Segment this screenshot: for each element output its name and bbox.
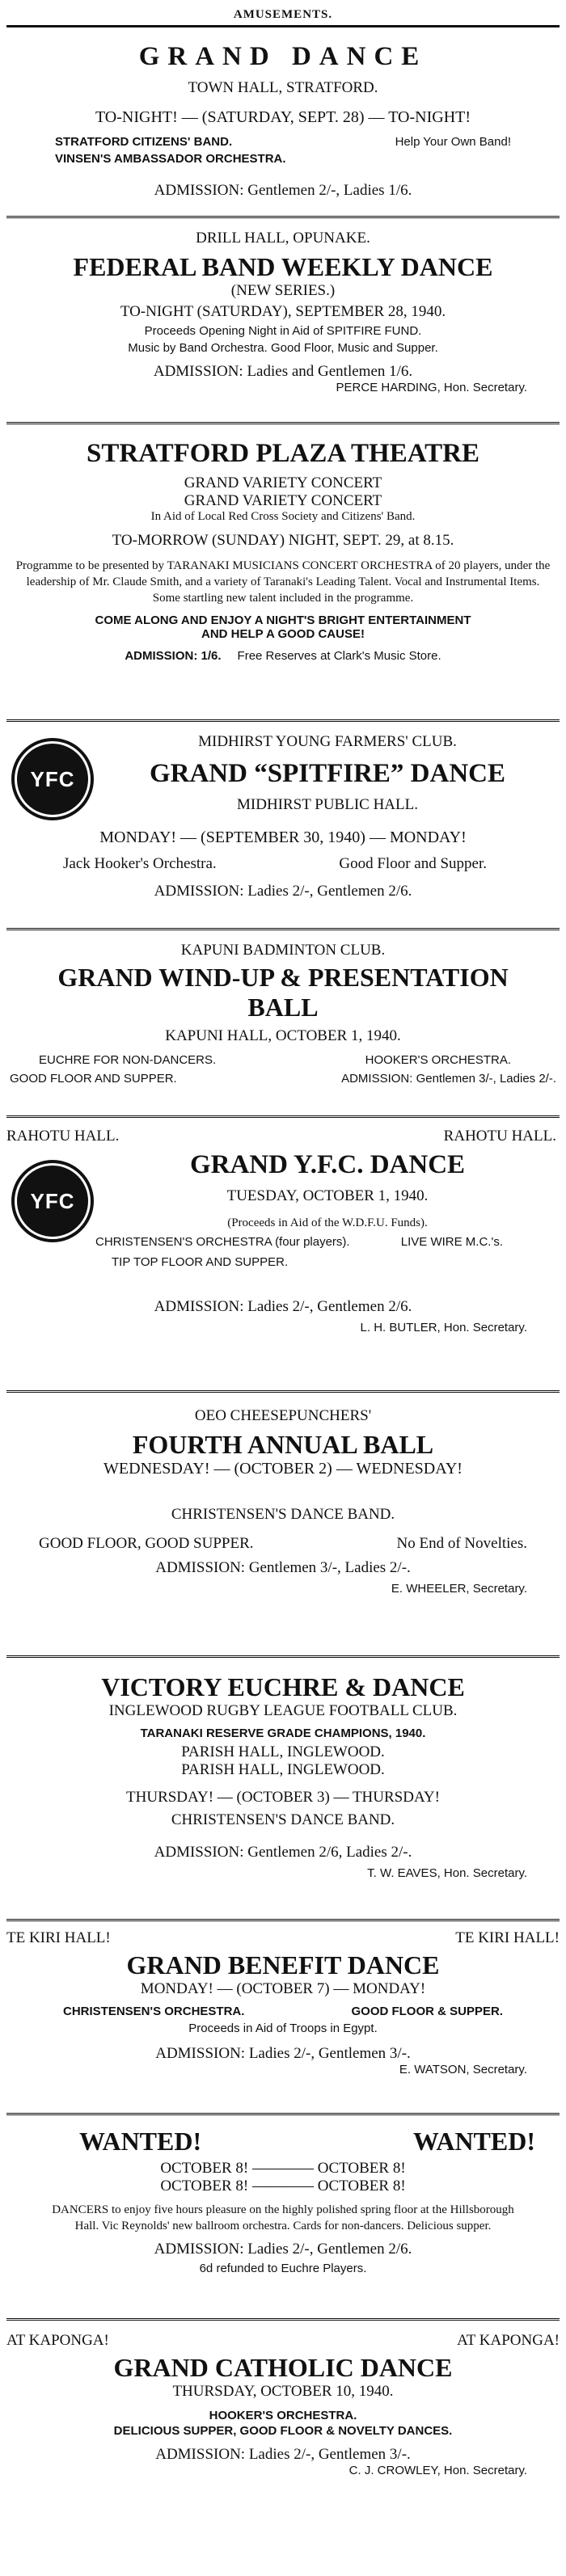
ad-orchestra: HOOKER'S ORCHESTRA. xyxy=(365,1052,511,1067)
ad-date: THURSDAY! — (OCTOBER 3) — THURSDAY! xyxy=(126,1788,440,1806)
ad-music: Music by Band Orchestra. Good Floor, Music and Supper. xyxy=(128,340,438,355)
ad-programme: Programme to be presented by TARANAKI MUSICIANS CONCERT ORCHESTRA of 20 players, under the leadership of Mr. Claude Smith, and a variety of Taranaki's Leading Talent. Vocal and Instrumental Items. Some startling new talent included in the programme. xyxy=(15,559,551,605)
ad-secretary: C. J. CROWLEY, Hon. Secretary. xyxy=(348,2463,527,2477)
ad-place-right: RAHOTU HALL. xyxy=(443,1128,556,1145)
ad-grand-benefit-dance xyxy=(6,1921,560,2115)
ad-date-line-2: OCTOBER 8! ———— OCTOBER 8! xyxy=(160,2177,406,2194)
ad-body: DANCERS to enjoy five hours pleasure on the highly polished spring floor at the Hillsborough Hall. Vic Reynolds' new ballroom orchestra. Cards for non-dancers. Delicious supper. xyxy=(52,2203,514,2233)
ad-orch-row xyxy=(63,855,487,873)
ad-grand-dance-stratford xyxy=(6,27,560,218)
ad-reserves: Free Reserves at Clark's Music Store. xyxy=(237,648,441,663)
ad-place-left: AT KAPONGA! xyxy=(6,2332,109,2349)
ad-secretary: PERCE HARDING, Hon. Secretary. xyxy=(336,380,527,394)
ad-proceeds: Proceeds Opening Night in Aid of SPITFIRE FUND. xyxy=(144,323,422,338)
ad-details-row-1 xyxy=(39,1053,511,1067)
ad-supper: DELICIOUS SUPPER, GOOD FLOOR & NOVELTY DANCES. xyxy=(113,2423,453,2438)
ad-secretary: E. WHEELER, Secretary. xyxy=(391,1581,527,1596)
ad-title-line-1: GRAND WIND-UP & PRESENTATION xyxy=(57,963,509,992)
ad-date: TO-NIGHT! — (SATURDAY, SEPT. 28) — TO-NIGHT! xyxy=(95,108,471,127)
ad-date: MONDAY! — (OCTOBER 7) — MONDAY! xyxy=(140,1979,426,1997)
ad-orch-row xyxy=(63,2005,503,2018)
ad-club: OEO CHEESEPUNCHERS' xyxy=(194,1407,372,1424)
ad-date: KAPUNI HALL, OCTOBER 1, 1940. xyxy=(165,1027,401,1044)
ad-place-row xyxy=(6,2332,560,2350)
ad-proceeds: Proceeds in Aid of Troops in Egypt. xyxy=(188,2021,378,2035)
ad-title: GRAND DANCE xyxy=(138,42,428,71)
ad-title: GRAND Y.F.C. DANCE xyxy=(189,1150,466,1179)
ad-kapuni-ball xyxy=(6,930,560,1118)
ad-band: STRATFORD CITIZENS' BAND. xyxy=(55,135,233,150)
ad-orchestra: HOOKER'S ORCHESTRA. xyxy=(209,2408,357,2422)
ad-wanted-right: WANTED! xyxy=(412,2127,535,2156)
ad-club: INGLEWOOD RUGBY LEAGUE FOOTBALL CLUB. xyxy=(108,1701,458,1719)
ad-floor-row xyxy=(39,1535,527,1553)
ad-band: CHRISTENSEN'S DANCE BAND. xyxy=(171,1811,395,1828)
ad-band-row xyxy=(55,135,511,149)
ad-club: MIDHIRST YOUNG FARMERS' CLUB. xyxy=(198,733,457,750)
ad-plaza-theatre-concert xyxy=(6,424,560,722)
ad-wanted-left: WANTED! xyxy=(79,2127,202,2156)
ad-admission: ADMISSION: 1/6. xyxy=(125,648,222,663)
ad-grand-catholic-dance xyxy=(6,2321,560,2526)
ad-date: THURSDAY, OCTOBER 10, 1940. xyxy=(172,2382,394,2400)
ad-date: TO-MORROW (SUNDAY) NIGHT, SEPT. 29, at 8.15. xyxy=(112,531,454,549)
ad-euchre: EUCHRE FOR NON-DANCERS. xyxy=(39,1052,217,1067)
ad-champions: TARANAKI RESERVE GRADE CHAMPIONS, 1940. xyxy=(140,1726,426,1740)
yfc-logo xyxy=(11,1160,94,1242)
ad-secretary: T. W. EAVES, Hon. Secretary. xyxy=(367,1866,527,1880)
ad-mcs: LIVE WIRE M.C.'s. xyxy=(400,1234,503,1249)
ad-title: VICTORY EUCHRE & DANCE xyxy=(101,1672,465,1701)
ad-orchestra: CHRISTENSEN'S ORCHESTRA (four players). xyxy=(95,1234,350,1249)
ad-concert-line-2: GRAND VARIETY CONCERT xyxy=(184,491,382,509)
ad-orchestra: CHRISTENSEN'S ORCHESTRA. xyxy=(63,2004,245,2018)
ad-date: WEDNESDAY! — (OCTOBER 2) — WEDNESDAY! xyxy=(103,1459,463,1478)
ad-title: FOURTH ANNUAL BALL xyxy=(132,1430,434,1459)
yfc-logo xyxy=(11,738,94,820)
ad-admission: ADMISSION: Ladies 2/-, Gentlemen 2/6. xyxy=(154,882,412,900)
ad-series: (NEW SERIES.) xyxy=(230,281,336,299)
ad-refund: 6d refunded to Euchre Players. xyxy=(199,2262,367,2276)
ad-come-along: COME ALONG AND ENJOY A NIGHT'S BRIGHT ENTERTAINMENT xyxy=(95,613,471,627)
ad-band: CHRISTENSEN'S DANCE BAND. xyxy=(171,1505,395,1523)
ad-details-row-2 xyxy=(10,1072,556,1086)
ad-hall-line-1: PARISH HALL, INGLEWOOD. xyxy=(181,1743,385,1760)
ad-floor: GOOD FLOOR & SUPPER. xyxy=(351,2004,503,2018)
ad-proceeds: (Proceeds in Aid of the W.D.F.U. Funds). xyxy=(227,1216,428,1229)
ad-place-right: TE KIRI HALL! xyxy=(455,1929,560,1946)
ad-admission: ADMISSION: Ladies 2/-, Gentlemen 2/6. xyxy=(154,2241,412,2258)
ad-place-row xyxy=(6,1929,560,1947)
ad-venue: TOWN HALL, STRATFORD. xyxy=(188,79,378,97)
ad-place-right: AT KAPONGA! xyxy=(457,2332,560,2349)
ad-aid: In Aid of Local Red Cross Society and Citizens' Band. xyxy=(150,509,416,523)
ad-admission-row xyxy=(55,649,511,663)
ad-orch-row xyxy=(95,1235,503,1249)
ad-federal-band-dance xyxy=(6,218,560,424)
ad-place-left: TE KIRI HALL! xyxy=(6,1929,111,1946)
ad-admission: ADMISSION: Ladies 2/-, Gentlemen 3/-. xyxy=(155,2044,411,2062)
ad-admission: ADMISSION: Ladies 2/-, Gentlemen 2/6. xyxy=(154,1297,412,1315)
yfc-logo-text: YFC xyxy=(15,741,91,817)
ad-date: MONDAY! — (SEPTEMBER 30, 1940) — MONDAY! xyxy=(99,828,467,846)
ad-title: STRATFORD PLAZA THEATRE xyxy=(87,439,479,468)
ad-admission: ADMISSION: Gentlemen 2/-, Ladies 1/6. xyxy=(154,182,412,200)
ad-floor: TIP TOP FLOOR AND SUPPER. xyxy=(112,1254,289,1269)
section-heading: AMUSEMENTS. xyxy=(233,8,333,21)
ad-date: TO-NIGHT (SATURDAY), SEPTEMBER 28, 1940. xyxy=(120,302,446,320)
ad-wanted-row xyxy=(79,2127,535,2157)
ad-hall-line-2: PARISH HALL, INGLEWOOD. xyxy=(181,1760,385,1778)
ad-title: GRAND BENEFIT DANCE xyxy=(126,1950,440,1979)
ad-novelties: No End of Novelties. xyxy=(396,1534,527,1552)
ad-title: GRAND CATHOLIC DANCE xyxy=(113,2353,453,2382)
ad-admission: ADMISSION: Gentlemen 3/-, Ladies 2/-. xyxy=(341,1071,556,1086)
ad-floor: Good Floor and Supper. xyxy=(339,854,487,872)
ad-title: GRAND “SPITFIRE” DANCE xyxy=(149,759,506,788)
ad-admission: ADMISSION: Ladies 2/-, Gentlemen 3/-. xyxy=(155,2445,411,2463)
ad-secretary: E. WATSON, Secretary. xyxy=(399,2062,527,2076)
ad-venue: DRILL HALL, OPUNAKE. xyxy=(196,230,370,247)
ad-band-note: Help Your Own Band! xyxy=(395,135,511,150)
ad-date: TUESDAY, OCTOBER 1, 1940. xyxy=(226,1187,429,1204)
ad-orchestra: Jack Hooker's Orchestra. xyxy=(63,854,217,872)
ad-wanted-dancers xyxy=(6,2115,560,2321)
ad-place-left: RAHOTU HALL. xyxy=(6,1128,120,1145)
ad-venue: MIDHIRST PUBLIC HALL. xyxy=(237,795,418,813)
ad-help: AND HELP A GOOD CAUSE! xyxy=(201,626,365,641)
ad-concert-line-1: GRAND VARIETY CONCERT xyxy=(184,474,382,491)
ad-secretary: L. H. BUTLER, Hon. Secretary. xyxy=(360,1320,527,1334)
ad-victory-euchre-dance xyxy=(6,1658,560,1921)
ad-club: KAPUNI BADMINTON CLUB. xyxy=(180,942,386,959)
ad-rahotu-yfc-dance xyxy=(6,1118,560,1393)
ad-date-line-1: OCTOBER 8! ———— OCTOBER 8! xyxy=(160,2159,406,2177)
ad-admission: ADMISSION: Gentlemen 3/-, Ladies 2/-. xyxy=(155,1558,411,1576)
yfc-logo-text: YFC xyxy=(15,1163,91,1239)
ad-title: FEDERAL BAND WEEKLY DANCE xyxy=(73,252,493,281)
ad-title-line-2: BALL xyxy=(247,992,319,1022)
ad-floor: GOOD FLOOR AND SUPPER. xyxy=(10,1071,177,1086)
ad-place-row xyxy=(6,1128,560,1145)
ad-spitfire-dance-midhirst xyxy=(6,722,560,930)
ad-admission: ADMISSION: Ladies and Gentlemen 1/6. xyxy=(153,362,413,380)
ad-floor: GOOD FLOOR, GOOD SUPPER. xyxy=(39,1534,254,1552)
ad-orchestra: VINSEN'S AMBASSADOR ORCHESTRA. xyxy=(55,152,286,167)
ad-oeo-annual-ball xyxy=(6,1393,560,1658)
ad-admission: ADMISSION: Gentlemen 2/6, Ladies 2/-. xyxy=(154,1843,412,1861)
